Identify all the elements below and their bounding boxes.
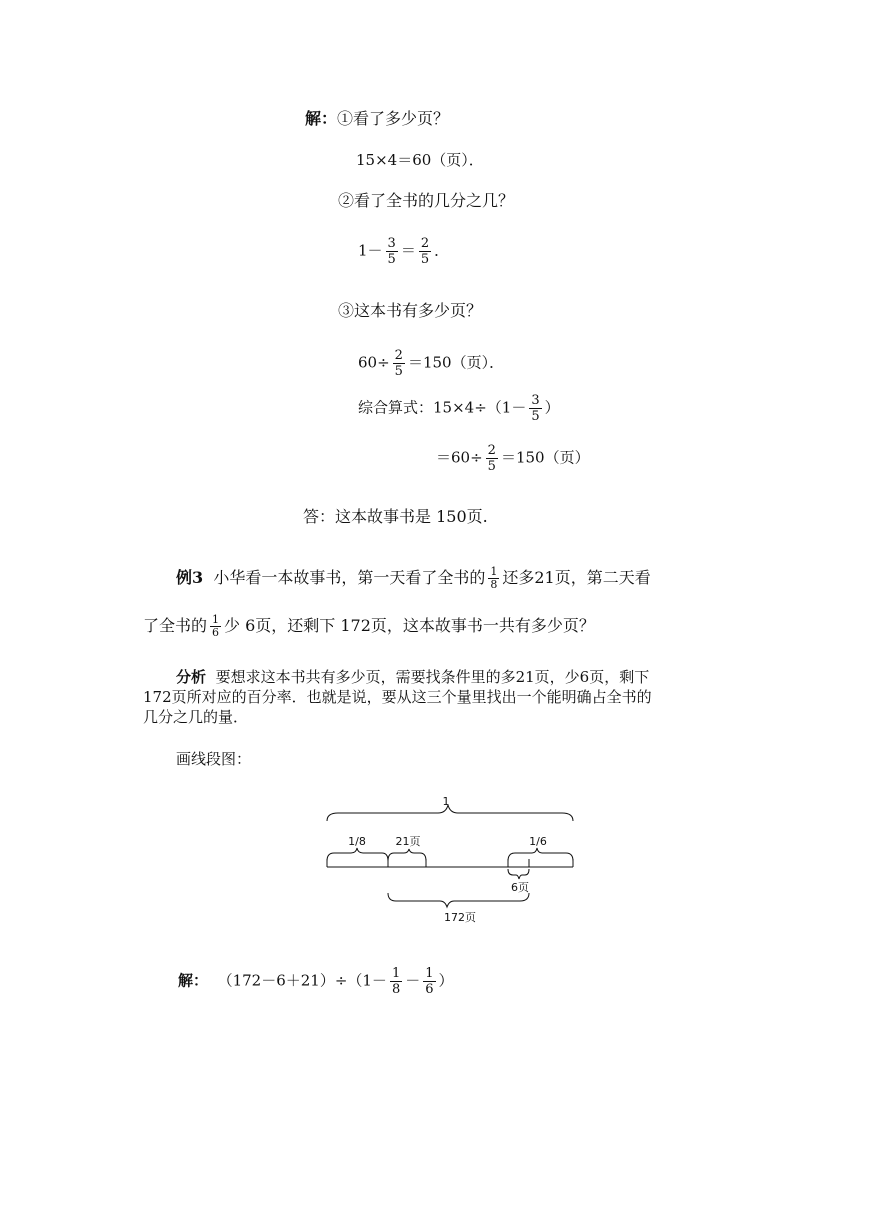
label-6: 6页	[511, 881, 529, 894]
solution2-minus: －	[405, 971, 421, 990]
fraction-2-5	[393, 348, 405, 379]
label-1-8: 1/8	[348, 835, 366, 848]
combined2-left: ＝60÷	[436, 448, 483, 467]
label-1-6: 1/6	[529, 835, 547, 848]
brace-1-8	[327, 848, 388, 861]
solution-1-question-1	[305, 108, 449, 130]
brace-172	[388, 893, 529, 907]
eq3-left: 60÷	[358, 353, 390, 372]
eq3-right: ＝150（页）．	[407, 353, 505, 372]
example-3-line-2	[143, 614, 595, 639]
solution-label: 解：	[305, 109, 338, 128]
combined-expression-2	[436, 443, 590, 474]
fraction-1-8	[488, 566, 499, 591]
analysis-text-2: 172页所对应的百分率．也就是说，要从这三个量里找出一个能明确占全书的	[143, 688, 652, 706]
fraction-3-5	[529, 393, 541, 424]
fraction-1-6	[210, 614, 221, 639]
combined2-right: ＝150（页）	[500, 448, 590, 467]
frac-den: 5	[420, 252, 430, 267]
label-21: 21页	[395, 835, 421, 848]
brace-21	[388, 849, 426, 861]
analysis-text-1: 要想求这本书共有多少页，需要找条件里的多21页，少6页，剩下	[215, 668, 650, 686]
equation-1: 15×4＝60（页）．	[356, 151, 484, 169]
solution-2-expression	[178, 966, 454, 997]
frac-num: 3	[531, 393, 540, 408]
fraction-1-6	[423, 966, 435, 997]
answer-text: 答：这本故事书是 150页.	[303, 507, 488, 526]
combined-expression	[358, 393, 560, 424]
frac-num: 1	[490, 565, 498, 578]
frac-num: 1	[212, 613, 220, 626]
frac-den: 8	[391, 982, 401, 997]
analysis-label: 分析	[176, 668, 207, 686]
example-label: 例3	[176, 568, 204, 587]
frac-den: 6	[212, 626, 220, 639]
combined-close: ）	[544, 398, 560, 417]
solution2-close: ）	[438, 971, 454, 990]
line-segment-diagram	[320, 795, 582, 930]
frac-den: 5	[394, 364, 403, 379]
analysis-line-1	[176, 667, 649, 687]
equation-2	[358, 236, 449, 267]
example-text-b: 还多21页，第二天看	[502, 568, 651, 587]
frac-den: 6	[425, 982, 434, 997]
fraction-1-8	[390, 966, 402, 997]
eq2-equals: ＝	[400, 241, 416, 260]
frac-den: 5	[487, 459, 496, 474]
question-3-text: ③这本书有多少页？	[338, 301, 483, 320]
equation-3	[358, 348, 504, 379]
brace-1-6	[508, 848, 573, 861]
frac-num: 2	[487, 443, 496, 458]
frac-num: 1	[425, 966, 434, 981]
label-172: 172页	[444, 911, 476, 924]
label-total: 1	[442, 795, 450, 808]
combined-label: 综合算式：	[358, 398, 434, 417]
example-text-a: 小华看一本故事书，第一天看了全书的	[213, 568, 486, 587]
eq2-left: 1－	[358, 241, 383, 260]
example-text-d: 少 6页，还剩下 172页，这本故事书一共有多少页？	[224, 616, 595, 635]
diagram-caption: 画线段图：	[176, 750, 252, 768]
eq2-end: ．	[434, 241, 450, 260]
frac-num: 2	[420, 236, 430, 251]
frac-num: 1	[391, 966, 401, 981]
combined-expr: 15×4÷（1－	[433, 398, 527, 417]
fraction-3-5	[386, 236, 398, 267]
example-text-c: 了全书的	[143, 616, 208, 635]
question-1-text: ①看了多少页？	[337, 109, 450, 128]
fraction-2-5	[486, 443, 498, 474]
solution2-label: 解：	[178, 971, 209, 990]
analysis-text-3: 几分之几的量．	[143, 708, 249, 726]
solution2-expr: （172－6＋21）÷（1－	[217, 971, 387, 990]
brace-total	[327, 805, 573, 821]
frac-den: 5	[387, 252, 396, 267]
frac-num: 3	[387, 236, 396, 251]
question-2-text: ②看了全书的几分之几？	[338, 191, 515, 210]
example-3-line-1	[176, 566, 651, 591]
frac-den: 5	[531, 409, 540, 424]
fraction-2-5	[419, 236, 431, 267]
brace-6	[508, 869, 529, 879]
frac-den: 8	[490, 578, 498, 591]
frac-num: 2	[394, 348, 403, 363]
